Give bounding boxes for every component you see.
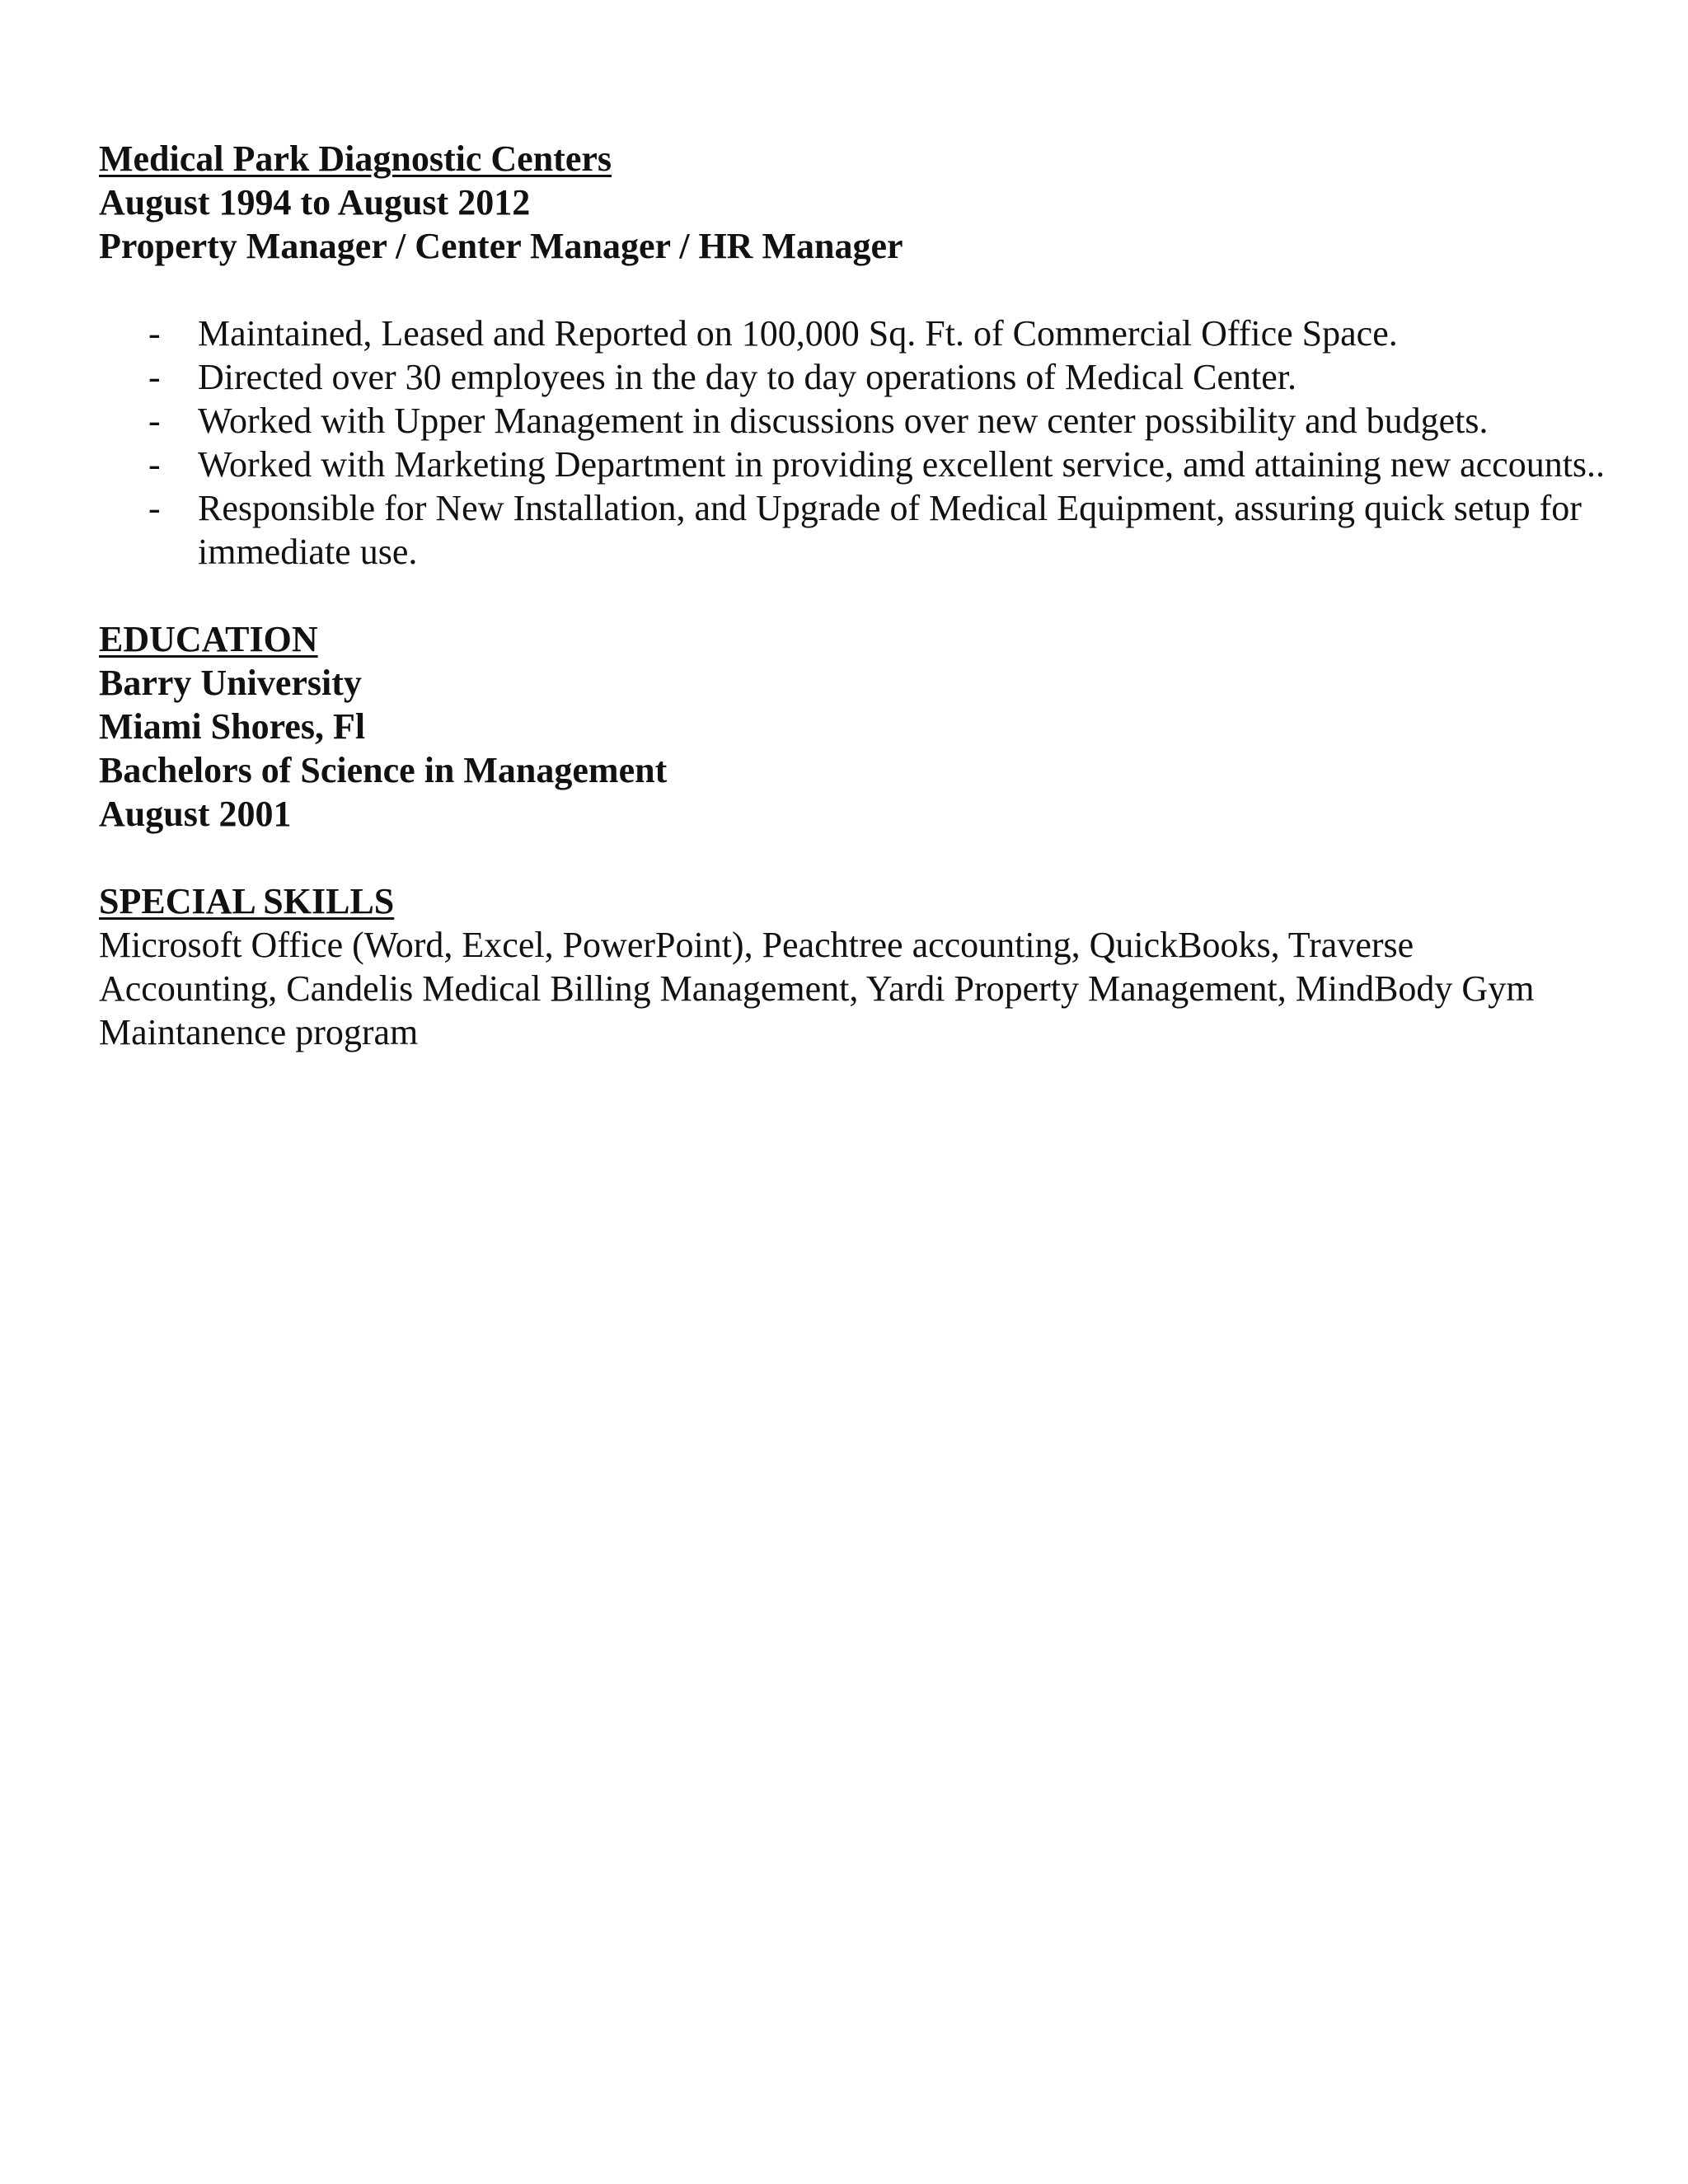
bullet-dash: - (148, 488, 161, 528)
list-item (99, 486, 1665, 574)
employment-section (99, 137, 1606, 574)
list-item (99, 443, 1665, 486)
skills-text: Microsoft Office (Word, Excel, PowerPoint), Peachtree accounting, QuickBooks, Traverse Accounting, Candelis Medical Billing Management, Yardi Property Management, MindBody Gym Maintanence program (99, 925, 1535, 1052)
bullet-text: Maintained, Leased and Reported on 100,000 Sq. Ft. of Commercial Office Space. (198, 313, 1398, 354)
bullet-text: Worked with Upper Management in discussions over new center possibility and budgets. (198, 401, 1489, 441)
responsibility-list (99, 312, 1606, 574)
bullet-dash: - (148, 357, 161, 397)
bullet-text: Worked with Marketing Department in providing excellent service, amd attaining new accounts.. (198, 444, 1606, 485)
school-location: Miami Shores, Fl (99, 706, 366, 747)
company-name: Medical Park Diagnostic Centers (99, 138, 612, 179)
degree: Bachelors of Science in Management (99, 750, 668, 790)
bullet-dash: - (148, 313, 161, 354)
bullet-text: Responsible for New Installation, and Upgrade of Medical Equipment, assuring quick setup for immediate use. (198, 488, 1582, 572)
skills-heading: SPECIAL SKILLS (99, 881, 395, 921)
bullet-dash: - (148, 401, 161, 441)
skills-section (99, 879, 1582, 1054)
list-item (99, 355, 1665, 399)
resume-page (99, 137, 1606, 1054)
bullet-dash: - (148, 444, 161, 485)
list-item (99, 399, 1665, 443)
school-name: Barry University (99, 663, 362, 703)
employment-dates: August 1994 to August 2012 (99, 182, 531, 223)
education-heading: EDUCATION (99, 619, 318, 659)
graduation-date: August 2001 (99, 794, 292, 834)
education-section (99, 617, 1582, 836)
list-item (99, 312, 1665, 355)
bullet-text: Directed over 30 employees in the day to day operations of Medical Center. (198, 357, 1297, 397)
job-title: Property Manager / Center Manager / HR Manager (99, 226, 903, 266)
